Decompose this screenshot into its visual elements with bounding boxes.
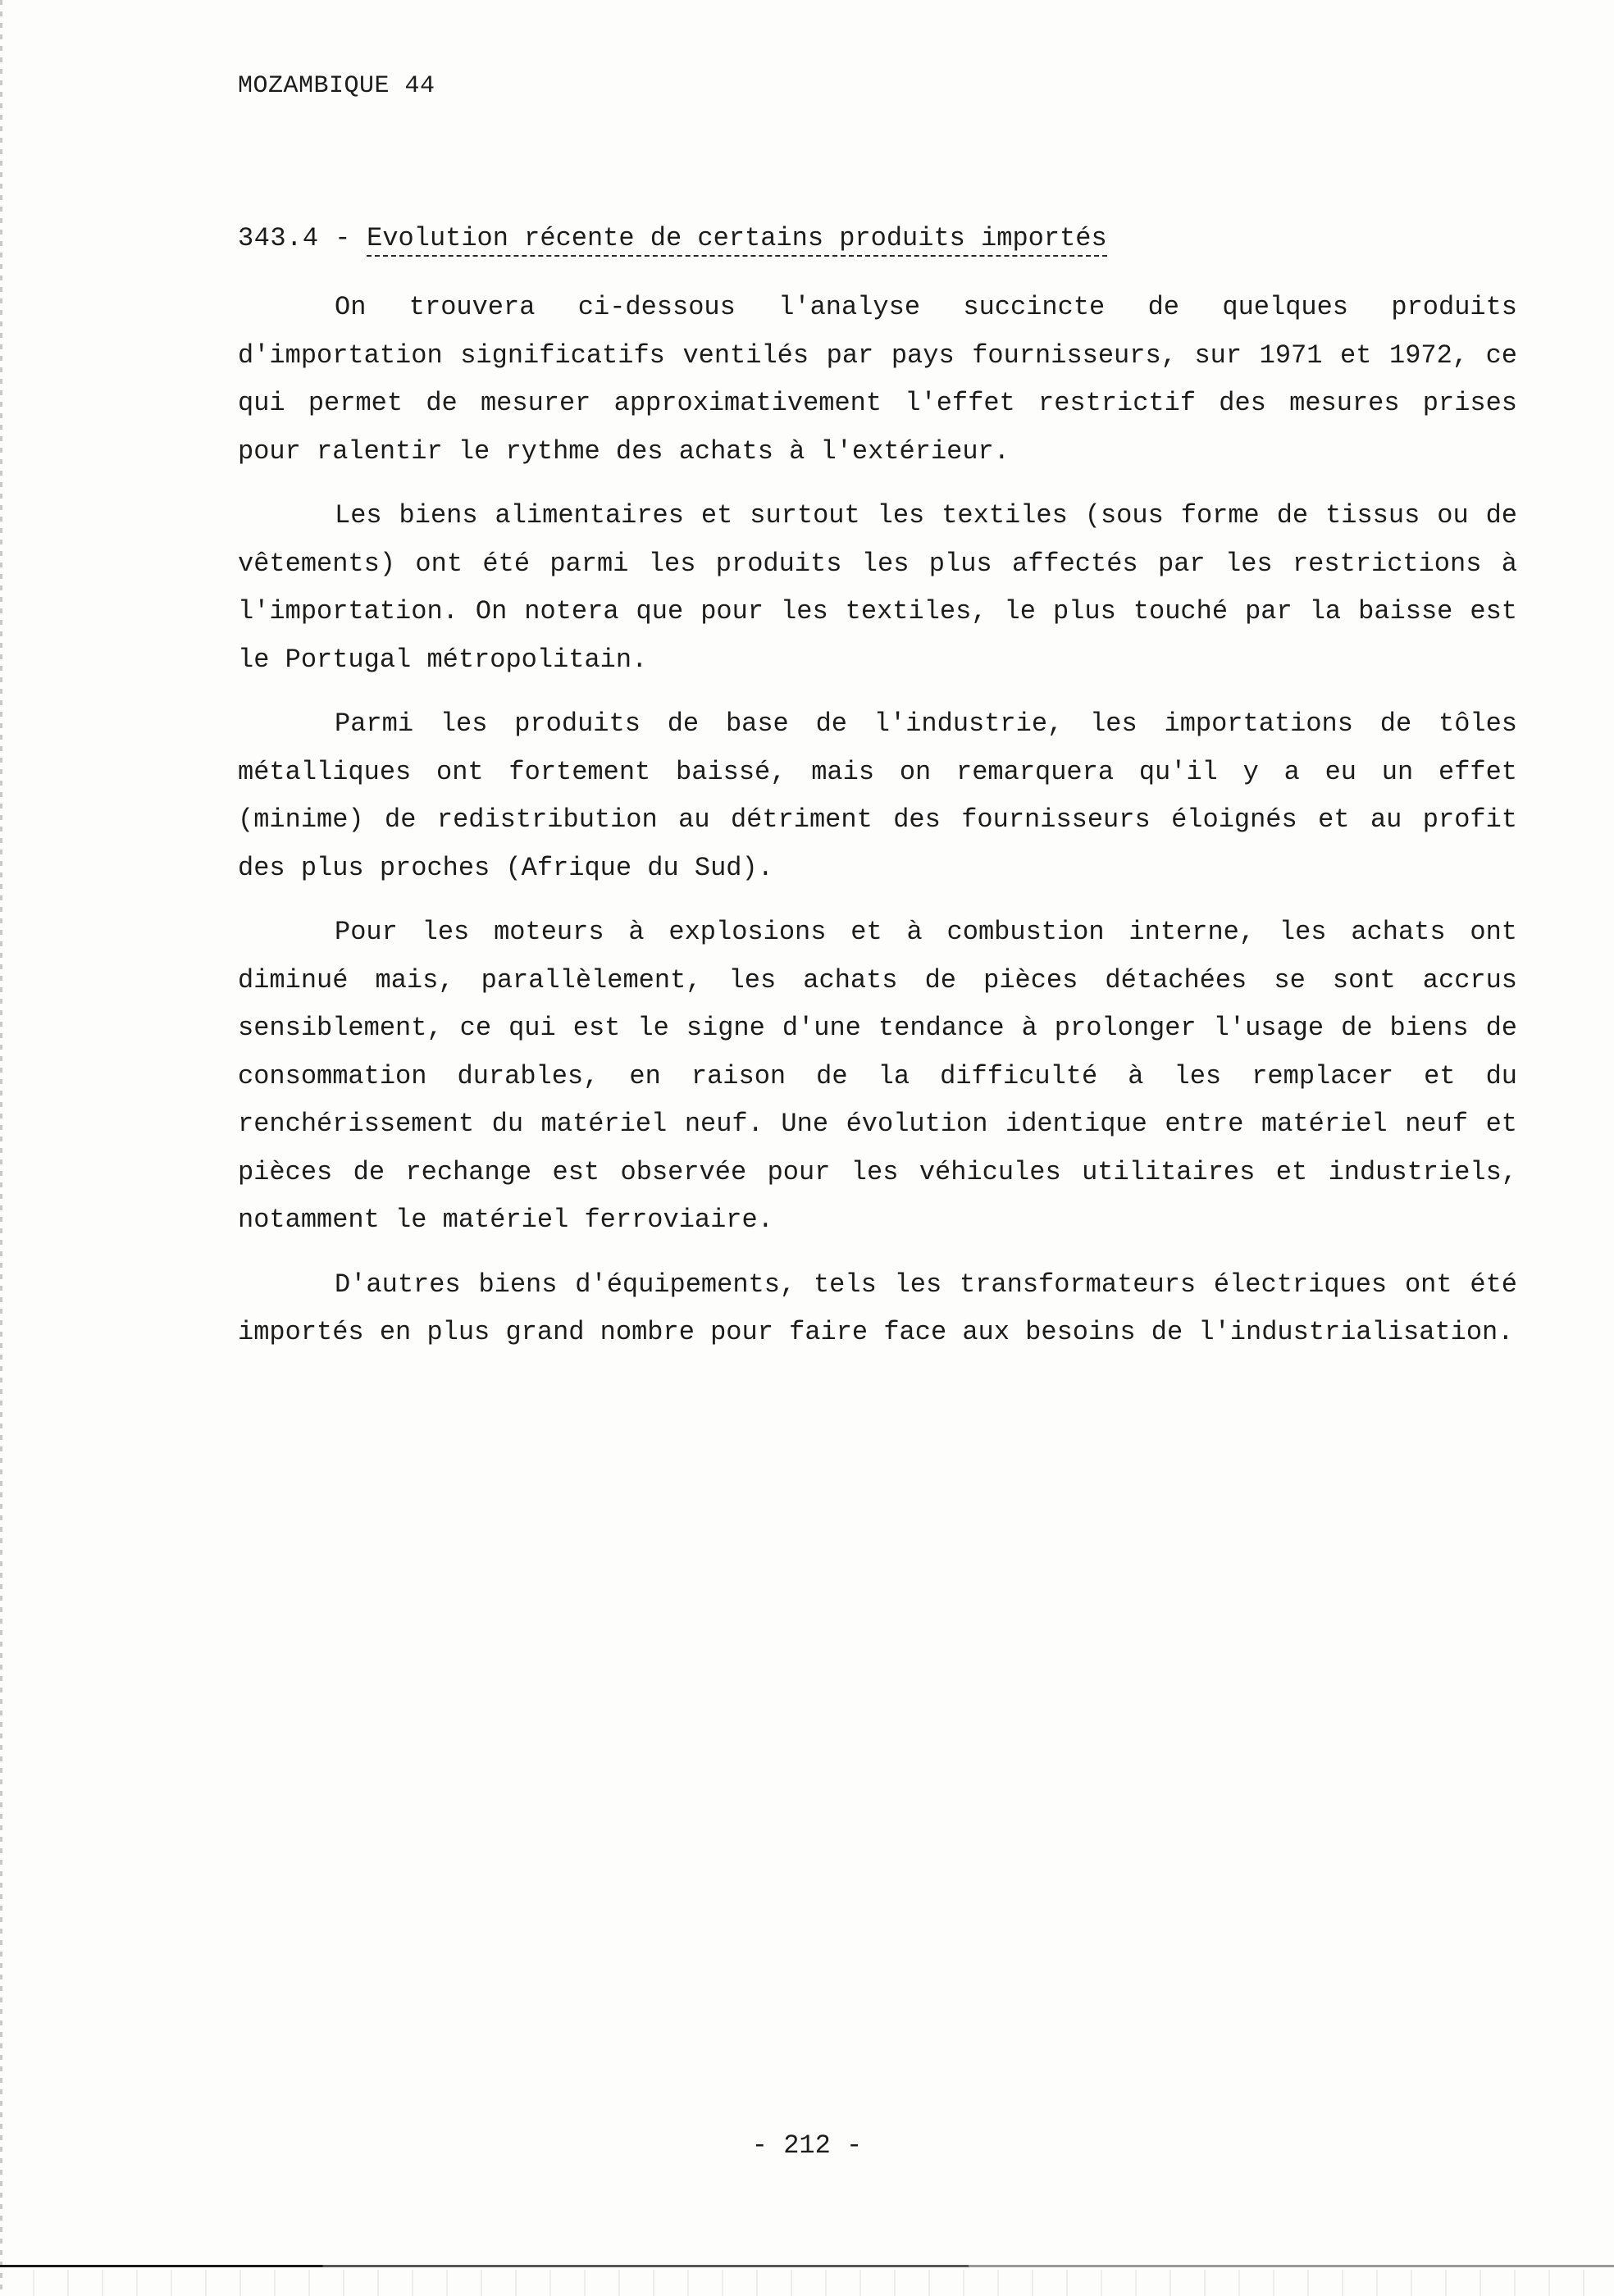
page-number: - 212 -	[751, 2130, 863, 2161]
section-number: 343.4 -	[238, 223, 351, 253]
paragraph: D'autres biens d'équipements, tels les transformateurs électriques ont été importés en plus grand nombre pour faire face aux besoins de l'industrialisation.	[238, 1269, 1517, 1347]
paragraph: On trouvera ci-dessous l'analyse succincte de quelques produits d'importation significatifs ventilés par pays fournisseurs, sur 1971 et 1972, ce qui permet de mesurer approximativement l'effet restrictif des mesures prises pour ralentir le rythme des achats à l'extérieur.	[238, 292, 1517, 467]
section-heading	[238, 223, 1107, 253]
paragraph: Pour les moteurs à explosions et à combustion interne, les achats ont diminué mais, parallèlement, les achats de pièces détachées se sont accrus sensiblement, ce qui est le signe d'une tendance à prolonger l'usage de biens de consommation durables, en raison de la difficulté à les remplacer et du renchérissement du matériel neuf. Une évolution identique entre matériel neuf et pièces de rechange est observée pour les véhicules utilitaires et industriels, notamment le matériel ferroviaire.	[238, 917, 1517, 1235]
bottom-scan-strip	[0, 2270, 1614, 2296]
scan-left-edge	[0, 0, 2, 2296]
paragraph: Les biens alimentaires et surtout les textiles (sous forme de tissus ou de vêtements) ont été parmi les produits les plus affectés par les restrictions à l'importation. On notera que pour les textiles, le plus touché par la baisse est le Portugal métropolitain.	[238, 500, 1517, 675]
body-text	[238, 284, 1517, 1374]
paragraph: Parmi les produits de base de l'industrie, les importations de tôles métalliques ont fortement baissé, mais on remarquera qu'il y a eu un effet (minime) de redistribution au détriment des fournisseurs éloignés et au profit des plus proches (Afrique du Sud).	[238, 708, 1517, 883]
section-title: Evolution récente de certains produits importés	[367, 223, 1107, 257]
running-header: MOZAMBIQUE 44	[238, 72, 435, 100]
bottom-scan-rule	[0, 2265, 1614, 2267]
